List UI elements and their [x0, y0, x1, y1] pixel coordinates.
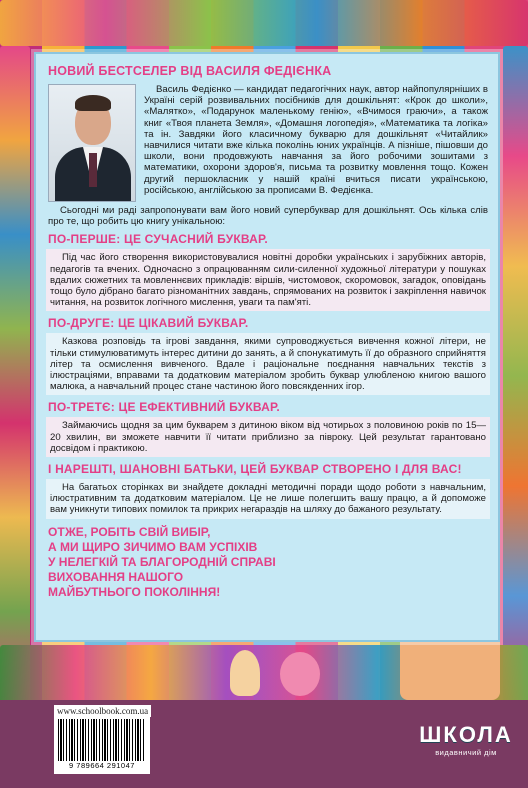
section-1-title: ПО-ПЕРШЕ: ЦЕ СУЧАСНИЙ БУКВАР. — [48, 232, 268, 247]
publisher-name: ШКОЛА — [419, 722, 513, 747]
intro-text: Сьогодні ми раді запропонувати вам його новий супербуквар для дошкільнят. Ось кілька слів про те, що робить цю книгу унікальною: — [48, 205, 488, 228]
section-3-text: Займаючись щодня за цим букварем з дитиною віком від чотирьох з половиною років по 15—20 хвилин, ви зможете навчити її читати приблизно за півроку. Цей результат гарантовано досвідом і практикою. — [50, 420, 486, 454]
top-tiles — [0, 0, 528, 46]
closing-message: ОТЖЕ, РОБІТЬ СВІЙ ВИБІР, А МИ ЩИРО ЗИЧИМО ВАМ УСПІХІВ У НЕЛЕГКІЙ ТА БЛАГОРОДНІЙ СПРАВІ ВИХОВАННЯ НАШОГО МАЙБУТНЬОГО ПОКОЛІННЯ! — [48, 524, 276, 599]
section-3-title: ПО-ТРЕТЄ: ЦЕ ЕФЕКТИВНИЙ БУКВАР. — [48, 400, 280, 415]
author-photo — [48, 84, 136, 202]
barcode-bars — [58, 719, 146, 761]
author-bio: Василь Федієнко — кандидат педагогічних наук, автор найпопулярніших в Україні серій розвивальних посібників для дошкільнят: «Крок до школи», «Малятко», «Подарунок маленькому генію», «Вчимося граючи», а також книг «Твоя планета Земля», «Домашня логопедія», «Математика та логіка» та ін. Завдяки його класичному букварю для дошкільнят «Читайлик» навчилися читати вже кілька поколінь юних українців. А пізніше, пішовши до школи, вони продовжують навчання за його робочими зошитами з математики, охорони здоров'я, письма та розвитку мовлення тощо. Кожен другий першокласник у нашій країні вчиться писати українською, російською, англійською за прописами В. Федієнка. — [144, 84, 488, 196]
girl-illustration — [230, 650, 260, 696]
letter-b-illustration — [280, 652, 320, 696]
right-tiles — [503, 46, 528, 706]
description-panel — [34, 52, 500, 642]
website-url: www.schoolbook.com.ua — [54, 705, 151, 717]
section-4-title: І НАРЕШТІ, ШАНОВНІ БАТЬКИ, ЦЕЙ БУКВАР СТВОРЕНО І ДЛЯ ВАС! — [48, 462, 462, 477]
section-2-text: Казкова розповідь та ігрові завдання, якими супроводжується вивчення кожної літери, не тільки стимулюватимуть інтерес дитини до занять, а й спонукатимуть її до образного сприйняття літер та осмислення вивченого. Вдале і раціональне поєднання навчальних текстів з ілюстраціями, вправами та додатковим матеріалом зробить буквар улюбленою книгою вашого малюка, а навчальний процес стане частиною його повсякденних ігор. — [50, 336, 486, 393]
left-tiles — [0, 46, 30, 706]
publisher-logo — [412, 722, 520, 774]
isbn-digits: 9 789664 291047 — [69, 761, 135, 770]
author-block — [48, 84, 488, 202]
section-1-text: Під час його створення використовувалися новітні доробки українських і зарубіжних авторів, педагогів та вчених. Одночасно з опрацюванням сили-силенної художньої літератури у пошуках вдалих сюжетних та мовленнєвих прикладів: віршів, чистомовок, скоромовок, загадок, оповідань тощо було дібрано багато різноманітних завдань, спрямованих на розвиток і закріплення навичок читання, на розвиток логічного мислення, уваги та пам'яті. — [50, 252, 486, 309]
headline: НОВИЙ БЕСТСЕЛЕР ВІД ВАСИЛЯ ФЕДІЄНКА — [48, 64, 332, 78]
section-4-text: На багатьох сторінках ви знайдете докладні методичні поради щодо роботи з навчальним, ілюстративним та додатковим матеріалом. Це не лише полегшить вашу працю, а й допоможе вам уникнути типових помилок та прикрих негараздів на шляху до бажаного результату. — [50, 482, 486, 516]
publisher-subtitle: видавничий дім — [435, 748, 497, 757]
barcode — [54, 716, 150, 774]
section-2-title: ПО-ДРУГЕ: ЦЕ ЦІКАВИЙ БУКВАР. — [48, 316, 249, 331]
